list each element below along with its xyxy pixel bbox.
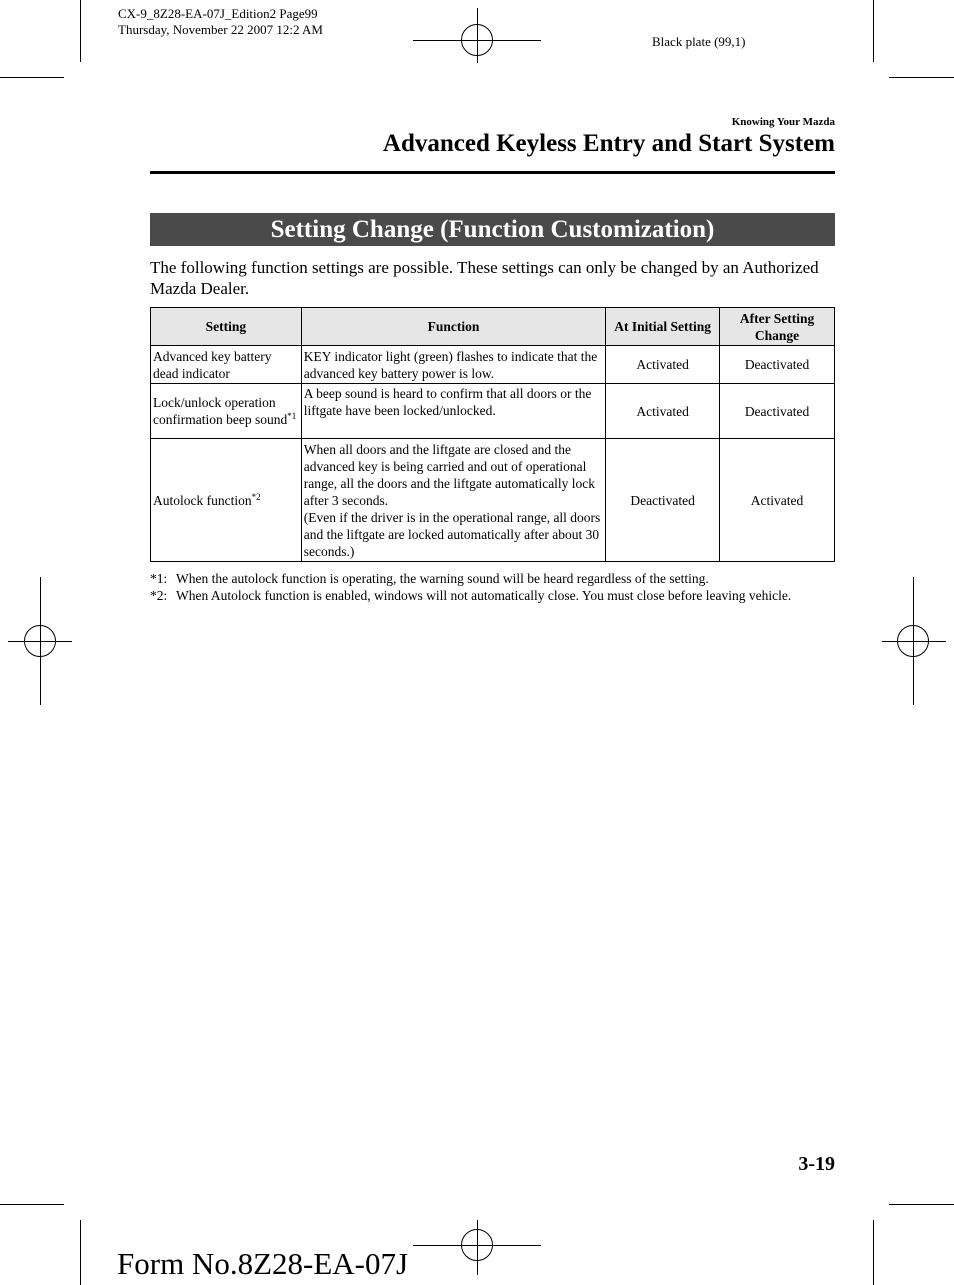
after-cell: Deactivated (720, 384, 835, 439)
page-number: 3-19 (798, 1153, 835, 1175)
initial-cell: Activated (606, 384, 720, 439)
table-header-row (151, 308, 835, 346)
header-after: After Setting Change (720, 308, 835, 346)
black-plate-label: Black plate (99,1) (652, 34, 746, 49)
initial-cell: Deactivated (606, 439, 720, 562)
function-cell: KEY indicator light (green) flashes to indicate that the advanced key battery power is low. (301, 346, 605, 384)
intro-paragraph: The following function settings are possible. These settings can only be changed by an Authorized Mazda Dealer. (150, 258, 819, 298)
form-number: Form No.8Z28-EA-07J (117, 1246, 409, 1281)
footnote-key: *1: (150, 571, 168, 586)
section-banner (150, 213, 835, 246)
footnotes (150, 570, 840, 604)
table-row (151, 384, 835, 439)
section-label: Knowing Your Mazda (731, 116, 835, 128)
after-cell: Activated (720, 439, 835, 562)
table-row (151, 346, 835, 384)
footnote-item (150, 587, 840, 604)
function-cell (301, 439, 605, 562)
footnote-text: When the autolock function is operating, the warning sound will be heard regardless of the setting. (176, 571, 709, 586)
footnote-ref: *2 (251, 491, 261, 502)
slug-line-2: Thursday, November 22 2007 12:2 AM (118, 22, 323, 37)
chapter-title: Advanced Keyless Entry and Start System (382, 130, 835, 157)
table-row (151, 439, 835, 562)
print-slug (118, 6, 323, 38)
slug-line-1: CX-9_8Z28-EA-07J_Edition2 Page99 (118, 6, 318, 21)
function-text-extra: (Even if the driver is in the operational range, all doors and the liftgate are locked automatically after about 30 seconds.) (303, 509, 601, 559)
header-setting: Setting (151, 308, 302, 346)
function-text: When all doors and the liftgate are closed and the advanced key is being carried and out of operational range, all the doors and the liftgate automatically lock after 3 seconds. (303, 441, 596, 508)
footnote-ref: *1 (287, 411, 297, 421)
header-rule (150, 171, 835, 174)
initial-cell: Activated (606, 346, 720, 384)
setting-cell (151, 439, 302, 562)
setting-text: Lock/unlock operation confirmation beep sound (153, 395, 288, 427)
setting-cell (151, 384, 302, 439)
footnote-text: When Autolock function is enabled, windows will not automatically close. You must close before leaving vehicle. (176, 588, 792, 603)
footnote-key: *2: (150, 588, 168, 603)
settings-table (150, 307, 835, 562)
header-initial: At Initial Setting (606, 308, 720, 346)
after-cell: Deactivated (720, 346, 835, 384)
setting-text: Advanced key battery dead indicator (153, 348, 272, 381)
header-function: Function (301, 308, 605, 346)
function-cell: A beep sound is heard to confirm that all doors or the liftgate have been locked/unlocked. (301, 384, 605, 439)
setting-cell (151, 346, 302, 384)
footnote-item (150, 570, 840, 587)
banner-title: Setting Change (Function Customization) (270, 216, 715, 243)
setting-text: Autolock function (153, 492, 252, 508)
